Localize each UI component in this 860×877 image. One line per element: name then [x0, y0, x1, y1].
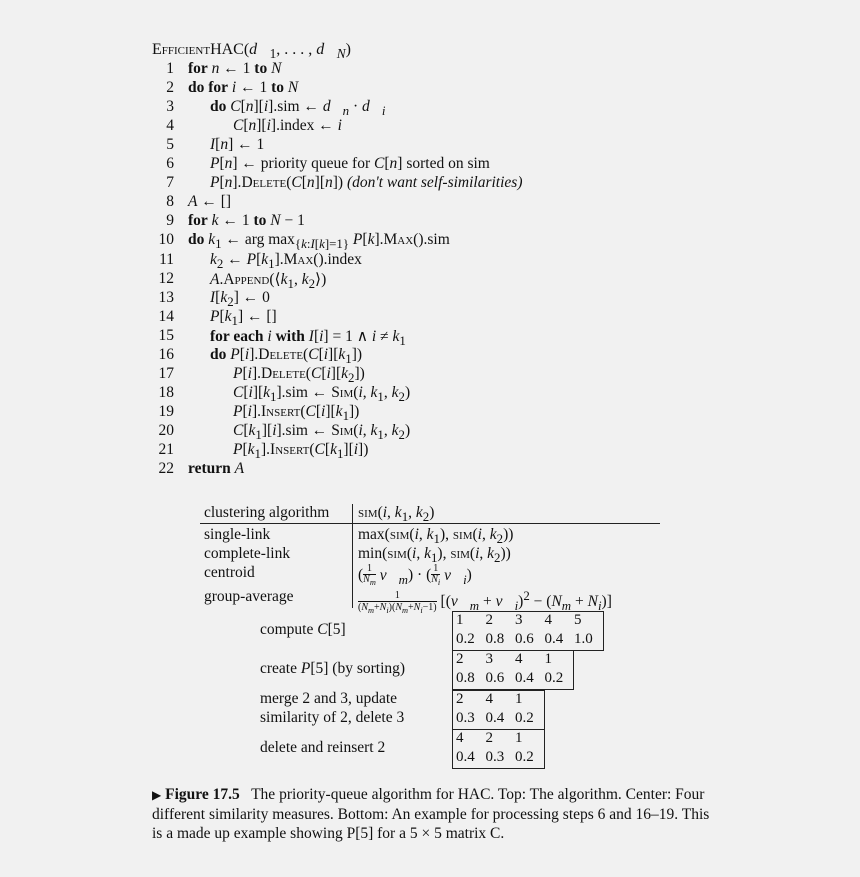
- algorithm-line: [150, 136, 265, 155]
- algorithm-line: [150, 383, 411, 404]
- line-number: 13: [158, 288, 174, 306]
- array-value: 1.0: [574, 631, 593, 647]
- algorithm-line: [150, 421, 411, 443]
- header-sim-function: sim(i, $k_1$, $k_2$): [358, 504, 435, 525]
- array-value: 0.4: [456, 749, 475, 765]
- queue-array: [452, 611, 604, 651]
- header-clustering-algorithm: clustering algorithm: [204, 504, 330, 521]
- line-code: $I[k_2]$ ← 0: [210, 288, 270, 309]
- line-number: 2: [166, 79, 174, 97]
- line-code: A ← []: [188, 193, 232, 211]
- line-number: 12: [158, 269, 174, 287]
- array-value: 0.2: [515, 710, 534, 726]
- algorithm-line: [150, 98, 386, 119]
- array-index: 2: [456, 691, 464, 707]
- line-number: 1: [166, 60, 174, 77]
- array-value: 0.2: [515, 749, 534, 765]
- measure-name: centroid: [204, 564, 255, 581]
- measure-formula: ( $\frac{1}{N_m}$ $v⃗_m$) · ( $\frac{1}{N_i}$ $v⃗_i$): [358, 563, 472, 587]
- array-index: 4: [485, 691, 493, 707]
- example-step-label: create P[5] (by sorting): [260, 660, 406, 677]
- line-number: 7: [166, 174, 174, 192]
- queue-array: [452, 690, 545, 730]
- line-code: for each i with I[i] = 1 ∧ $i \ne k_1$: [210, 327, 406, 348]
- line-number: 21: [158, 441, 174, 458]
- line-number: 8: [166, 193, 174, 211]
- line-number: 22: [158, 460, 174, 478]
- algorithm-line: [150, 250, 362, 271]
- measure-formula: min(sim(i, $k_1$), sim(i, $k_2$)): [358, 545, 511, 566]
- array-index: 4: [544, 612, 552, 628]
- array-value: 0.8: [456, 670, 475, 686]
- example-step-label: similarity of 2, delete 3: [260, 709, 405, 726]
- line-number: 17: [158, 364, 174, 382]
- algorithm-line: [150, 326, 406, 348]
- algorithm-line: [150, 441, 369, 462]
- caption-marker-icon: ▶: [152, 788, 162, 802]
- array-value: 0.2: [456, 631, 475, 647]
- queue-array: [452, 650, 574, 690]
- line-number: 14: [158, 307, 174, 325]
- table-column-divider: [352, 504, 353, 608]
- array-index: 1: [456, 612, 464, 628]
- algorithm-line: [150, 212, 305, 231]
- figure-label: Figure 17.5: [165, 786, 240, 803]
- array-index: 3: [515, 612, 523, 628]
- measure-name: complete-link: [204, 545, 291, 562]
- array-value: 0.4: [544, 631, 564, 647]
- line-code: I[n] ← 1: [210, 136, 265, 154]
- queue-array: [452, 729, 545, 769]
- array-index: 4: [515, 651, 523, 667]
- algorithm-line: [150, 193, 232, 212]
- line-number: 4: [166, 117, 174, 135]
- line-number: 19: [158, 402, 174, 420]
- line-code: $P[k_1].Insert(C[k_1][i])$: [233, 441, 369, 462]
- line-code: do C[n][i].sim ← $d⃗_n$ · $d⃗_i$: [210, 98, 386, 119]
- line-code: do $P[i].Delete(C[i][k_1])$: [210, 345, 363, 366]
- line-code: P[n] ← priority queue for C[n] sorted on sim: [210, 155, 490, 173]
- algorithm-line: [150, 402, 360, 423]
- line-code: return A: [188, 460, 245, 478]
- line-code: $P[i].Delete(C[i][k_2])$: [233, 364, 365, 385]
- array-value: 0.3: [456, 710, 475, 726]
- line-number: 5: [166, 136, 174, 154]
- array-value: 0.8: [485, 631, 505, 647]
- algorithm-line: [150, 60, 282, 79]
- line-code: for k ← 1 to N − 1: [188, 212, 305, 230]
- example-step-label: delete and reinsert 2: [260, 739, 386, 756]
- algorithm-line: [150, 460, 245, 479]
- algorithm-line: [150, 288, 270, 309]
- measure-formula: $\frac{1}{(N_m+N_i)(N_m+N_i-1)}$ [($v⃗_m$ + $v⃗_i)^2 - (N_m + N_i)$]: [358, 588, 612, 615]
- algorithm-line: [150, 117, 342, 136]
- line-code: $P[i].Insert(C[i][k_1])$: [233, 402, 360, 423]
- line-code: do $k_1$ ← arg $\max_{\{k:I[k]=1\}} P[k].Max().sim$: [188, 231, 450, 252]
- array-value: 0.6: [485, 670, 505, 686]
- algorithm-name: Efficient: [152, 41, 211, 58]
- algorithm-line: [150, 79, 299, 98]
- line-code: for n ← 1 to N: [188, 60, 282, 77]
- algorithm-line: [150, 155, 490, 174]
- array-index: 5: [574, 612, 582, 628]
- algorithm-line: [150, 345, 363, 366]
- line-code: $k_2$ ← $P[k_1].Max().index$: [210, 250, 362, 271]
- caption-text: The priority-queue algorithm for HAC. Top: The algorithm. Center: Four different similarity measures. Bottom: An example for processing steps 6 and 16–19. This is a made up example showing P[5] for a 5 × 5 matrix C.: [152, 786, 710, 842]
- array-index: 2: [485, 730, 493, 746]
- array-value: 0.4: [485, 710, 505, 726]
- array-value: 0.6: [515, 631, 534, 647]
- line-code: C[n][i].index ← i: [233, 117, 342, 135]
- line-number: 11: [159, 250, 174, 268]
- array-index: 3: [485, 651, 493, 667]
- line-number: 15: [158, 326, 174, 344]
- array-value: 0.4: [515, 670, 534, 686]
- line-code: $C[k_1][i].sim$ ← Sim(i, $k_1$, $k_2$): [233, 421, 411, 443]
- line-number: 20: [158, 421, 174, 439]
- measure-formula: max(sim(i, $k_1$), sim(i, $k_2$)): [358, 526, 514, 547]
- line-code: P[n].Delete(C[n][n]) (don't want self-similarities): [210, 174, 523, 192]
- example-step-label: compute C[5]: [260, 621, 346, 638]
- line-number: 10: [158, 231, 174, 249]
- line-code: do for i ← 1 to N: [188, 79, 299, 97]
- array-index: 2: [485, 612, 493, 628]
- array-value: 0.2: [544, 670, 564, 686]
- line-code: $P[k_1]$ ← []: [210, 307, 277, 328]
- algorithm-line: [150, 269, 327, 291]
- array-value: 0.3: [485, 749, 505, 765]
- algorithm-line: [150, 364, 365, 385]
- algorithm-line: [150, 307, 277, 328]
- line-code: $A.Append(⟨k_1$, $k_2⟩$): [210, 270, 327, 291]
- measure-name: group-average: [204, 588, 294, 605]
- figure-caption: [152, 785, 712, 843]
- algorithm-line: [150, 174, 523, 193]
- line-number: 3: [166, 98, 174, 116]
- array-index: 4: [456, 730, 464, 746]
- algorithm-title: $EfficientHAC(d⃗_1$, . . . , $d⃗_N$): [152, 41, 351, 62]
- measure-name: single-link: [204, 526, 271, 543]
- algorithm-line: [150, 231, 450, 252]
- example-step-label: merge 2 and 3, update: [260, 690, 398, 707]
- line-code: $C[i][k_1].sim$ ← Sim(i, $k_1$, $k_2$): [233, 383, 411, 404]
- line-number: 9: [166, 212, 174, 230]
- line-number: 16: [158, 345, 174, 363]
- array-index: 1: [544, 651, 552, 667]
- array-index: 1: [515, 730, 523, 746]
- line-number: 6: [166, 155, 174, 173]
- array-index: 2: [456, 651, 464, 667]
- line-number: 18: [158, 383, 174, 401]
- array-index: 1: [515, 691, 523, 707]
